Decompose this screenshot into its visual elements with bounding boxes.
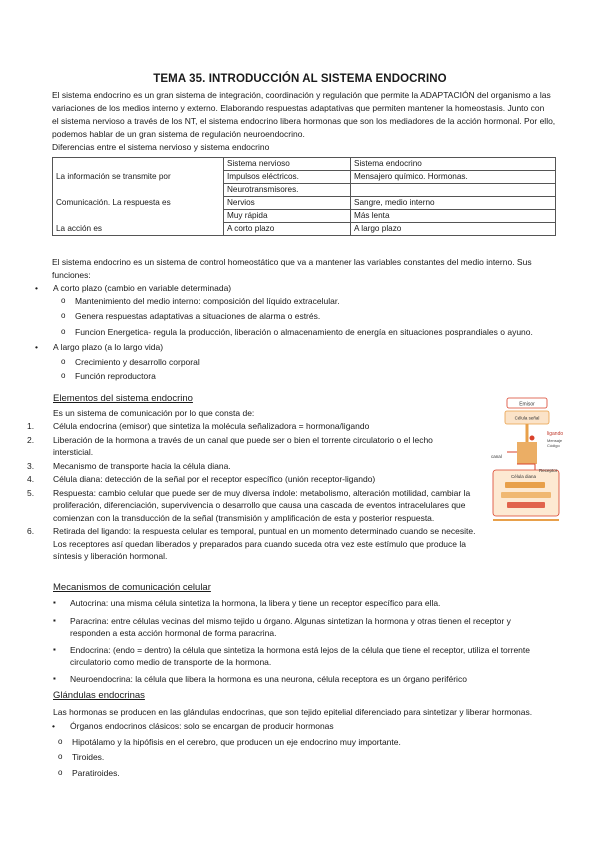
list-item: ▪ Endocrina: (endo = dentro) la célula que sintetiza la hormona está lejos de la célula que tiene el receptor, utiliza el torrente	[70, 644, 530, 657]
elements-list	[27, 420, 481, 563]
intro-line: variaciones de los medios interno y externo. Elaborando respuestas adaptativas que permiten mantener la homeostasis. Junto con	[52, 103, 545, 113]
table-cell	[53, 158, 224, 171]
text-line: Retirada del ligando: la respuesta celular es temporal, puntual en un momento determinado cuando se necesite.	[53, 526, 476, 536]
canal-label: canal	[491, 454, 502, 459]
section-heading: Glándulas endocrinas	[53, 690, 145, 701]
text-line: comienzan con la transducción de la señal (transmisión y amplificación de esta y posterior respuesta.	[53, 512, 435, 523]
table-cell: A corto plazo	[224, 223, 351, 236]
table-cell	[351, 184, 556, 197]
list-number: 3.	[27, 460, 35, 471]
list-item: o Crecimiento y desarrollo corporal	[75, 356, 533, 369]
intro-line: podemos hablar de un gran sistema de regulación neuroendocrino.	[52, 129, 305, 139]
text-line: funciones:	[52, 270, 91, 280]
list-item	[27, 434, 481, 459]
list-item: ▪ Autocrina: una misma célula sintetiza la hormona, la libera y tiene un receptor específico para ella.	[70, 597, 530, 610]
intro-paragraph	[52, 89, 556, 154]
section-heading: Elementos del sistema endocrino	[53, 393, 193, 404]
list-item: • Órganos endocrinos clásicos: solo se encargan de producir hormonas	[70, 720, 399, 733]
signaling-diagram	[487, 394, 575, 529]
list-number: 6.	[27, 526, 35, 536]
table-cell: Mensajero químico. Hormonas.	[351, 171, 556, 184]
intro-line: El sistema endocrino es un gran sistema de integración, coordinación y regulación que permite la ADAPTACIÓN del organismo a las	[52, 90, 551, 100]
text-line: síntesis y liberación hormonal.	[53, 551, 168, 561]
list-item: o Paratiroides.	[72, 767, 401, 780]
canal-bar	[517, 442, 537, 464]
text-line: Célula diana: detección de la señal por el receptor específico (unión receptor-ligando)	[53, 474, 376, 484]
text-line: responden a esta acción hormonal de forma paracrina.	[70, 628, 277, 638]
table-row	[53, 158, 556, 171]
list-number: 2.	[27, 434, 35, 445]
text-line: Los receptores así quedan liberados y preparados para cuando suceda otra vez este estímulo que produce la	[53, 538, 466, 549]
table-cell	[53, 184, 224, 197]
section-intro: Es un sistema de comunicación por lo que consta de:	[53, 408, 255, 418]
table-row	[53, 184, 556, 197]
section-heading: Mecanismos de comunicación celular	[53, 582, 211, 593]
mensaje-label: Mensaje	[547, 438, 563, 443]
list-number: 5.	[27, 487, 35, 498]
list-item	[27, 525, 481, 563]
table-caption: Diferencias entre el sistema nervioso y sistema endocrino	[52, 142, 270, 152]
list-item	[27, 460, 481, 473]
list-item: o Hipotálamo y la hipófisis en el cerebro, que producen un eje endocrino muy importante.	[72, 736, 401, 749]
emisor-label: Emisor	[519, 401, 535, 408]
table-cell: La acción es	[53, 223, 224, 236]
table-header-cell: Sistema nervioso	[224, 158, 351, 171]
response-bar	[507, 502, 545, 508]
table-cell: Más lenta	[351, 210, 556, 223]
text-line: circulatorio como medio de transporte de la hormona.	[70, 657, 272, 667]
receptor-arrow	[517, 464, 535, 470]
table-cell: Sangre, medio interno	[351, 197, 556, 210]
list-item: o Mantenimiento del medio interno: composición del líquido extracelular.	[75, 295, 533, 308]
text-line: proliferación, diferenciación, supervivencia o desarrollo que causa una cascada de eventos intracelulares que	[53, 500, 466, 510]
comparison-table	[52, 157, 556, 236]
text-line: Respuesta: cambio celular que puede ser de muy diversa índole: metabolismo, alteración motilidad, cambiar la	[53, 487, 471, 498]
list-item: • A corto plazo (cambio en variable determinada)	[53, 282, 511, 295]
table-cell: Muy rápida	[224, 210, 351, 223]
list-number: 1.	[27, 421, 35, 431]
table-cell: Neurotransmisores.	[224, 184, 351, 197]
glands-list	[70, 720, 399, 779]
page-title: TEMA 35. INTRODUCCIÓN AL SISTEMA ENDOCRINO	[153, 73, 447, 85]
text-line: Célula endocrina (emisor) que sintetiza la molécula señalizadora = hormona/ligando	[53, 421, 370, 431]
response-bar	[505, 482, 545, 488]
table-cell	[53, 210, 224, 223]
celula-diana-label: Célula diana	[511, 474, 537, 479]
table-cell: A largo plazo	[351, 223, 556, 236]
table-cell: Impulsos eléctricos.	[224, 171, 351, 184]
celula-senal-label: Célula señal	[514, 415, 540, 421]
list-number: 4.	[27, 474, 35, 484]
table-row	[53, 197, 556, 210]
list-item	[27, 473, 481, 486]
list-item: ▪ Neuroendocrina: la célula que libera la hormona es una neurona, célula receptora es un órgano periférico	[70, 673, 530, 686]
table-cell: La información se transmite por	[53, 171, 224, 184]
list-item	[27, 420, 481, 433]
ligand-dot	[530, 436, 535, 441]
table-row	[53, 223, 556, 236]
text-line: intersticial.	[53, 447, 94, 457]
table-cell: Comunicación. La respuesta es	[53, 197, 224, 210]
mechanisms-list	[70, 597, 530, 685]
list-item	[27, 487, 481, 525]
ligando-label: ligando	[547, 431, 564, 437]
list-item: o Genera respuestas adaptativas a situaciones de alarma o estrés.	[75, 310, 533, 323]
functions-list	[53, 282, 533, 383]
glands-intro: Las hormonas se producen en las glándulas endocrinas, que son tejido epitelial diferenciado para sintetizar y liberar hormonas.	[53, 707, 533, 717]
list-item: o Funcion Energetica- regula la producción, liberación o almacenamiento de energía en situaciones posprandiales o ayuno.	[75, 326, 533, 339]
table-cell: Nervios	[224, 197, 351, 210]
list-item: o Tiroides.	[72, 751, 401, 764]
receptor-label: Receptor	[539, 468, 558, 473]
table-header-cell: Sistema endocrino	[351, 158, 556, 171]
text-line: Mecanismo de transporte hacia la célula diana.	[53, 460, 231, 471]
text-line: El sistema endocrino es un sistema de control homeostático que va a mantener las variables constantes del medio interno. Sus	[52, 257, 532, 267]
list-item: • A largo plazo (a lo largo vida)	[53, 341, 511, 354]
response-bar	[501, 492, 551, 498]
text-line: Liberación de la hormona a través de un canal que puede ser o bien el torrente circulatorio o el lecho	[53, 434, 433, 445]
intro-line: el sistema nervioso a través de los NT, el sistema endocrino libera hormonas que son los mediadores de la acción hormonal. Por ello,	[52, 116, 556, 126]
functions-intro	[52, 256, 552, 282]
table-row	[53, 210, 556, 223]
codigo-label: Código	[547, 443, 560, 448]
list-item: o Función reproductora	[75, 370, 533, 383]
table-row	[53, 171, 556, 184]
list-item: ▪ Paracrina: entre células vecinas del mismo tejido u órgano. Algunas sintetizan la hormona y otras tienen el receptor y	[70, 615, 530, 628]
